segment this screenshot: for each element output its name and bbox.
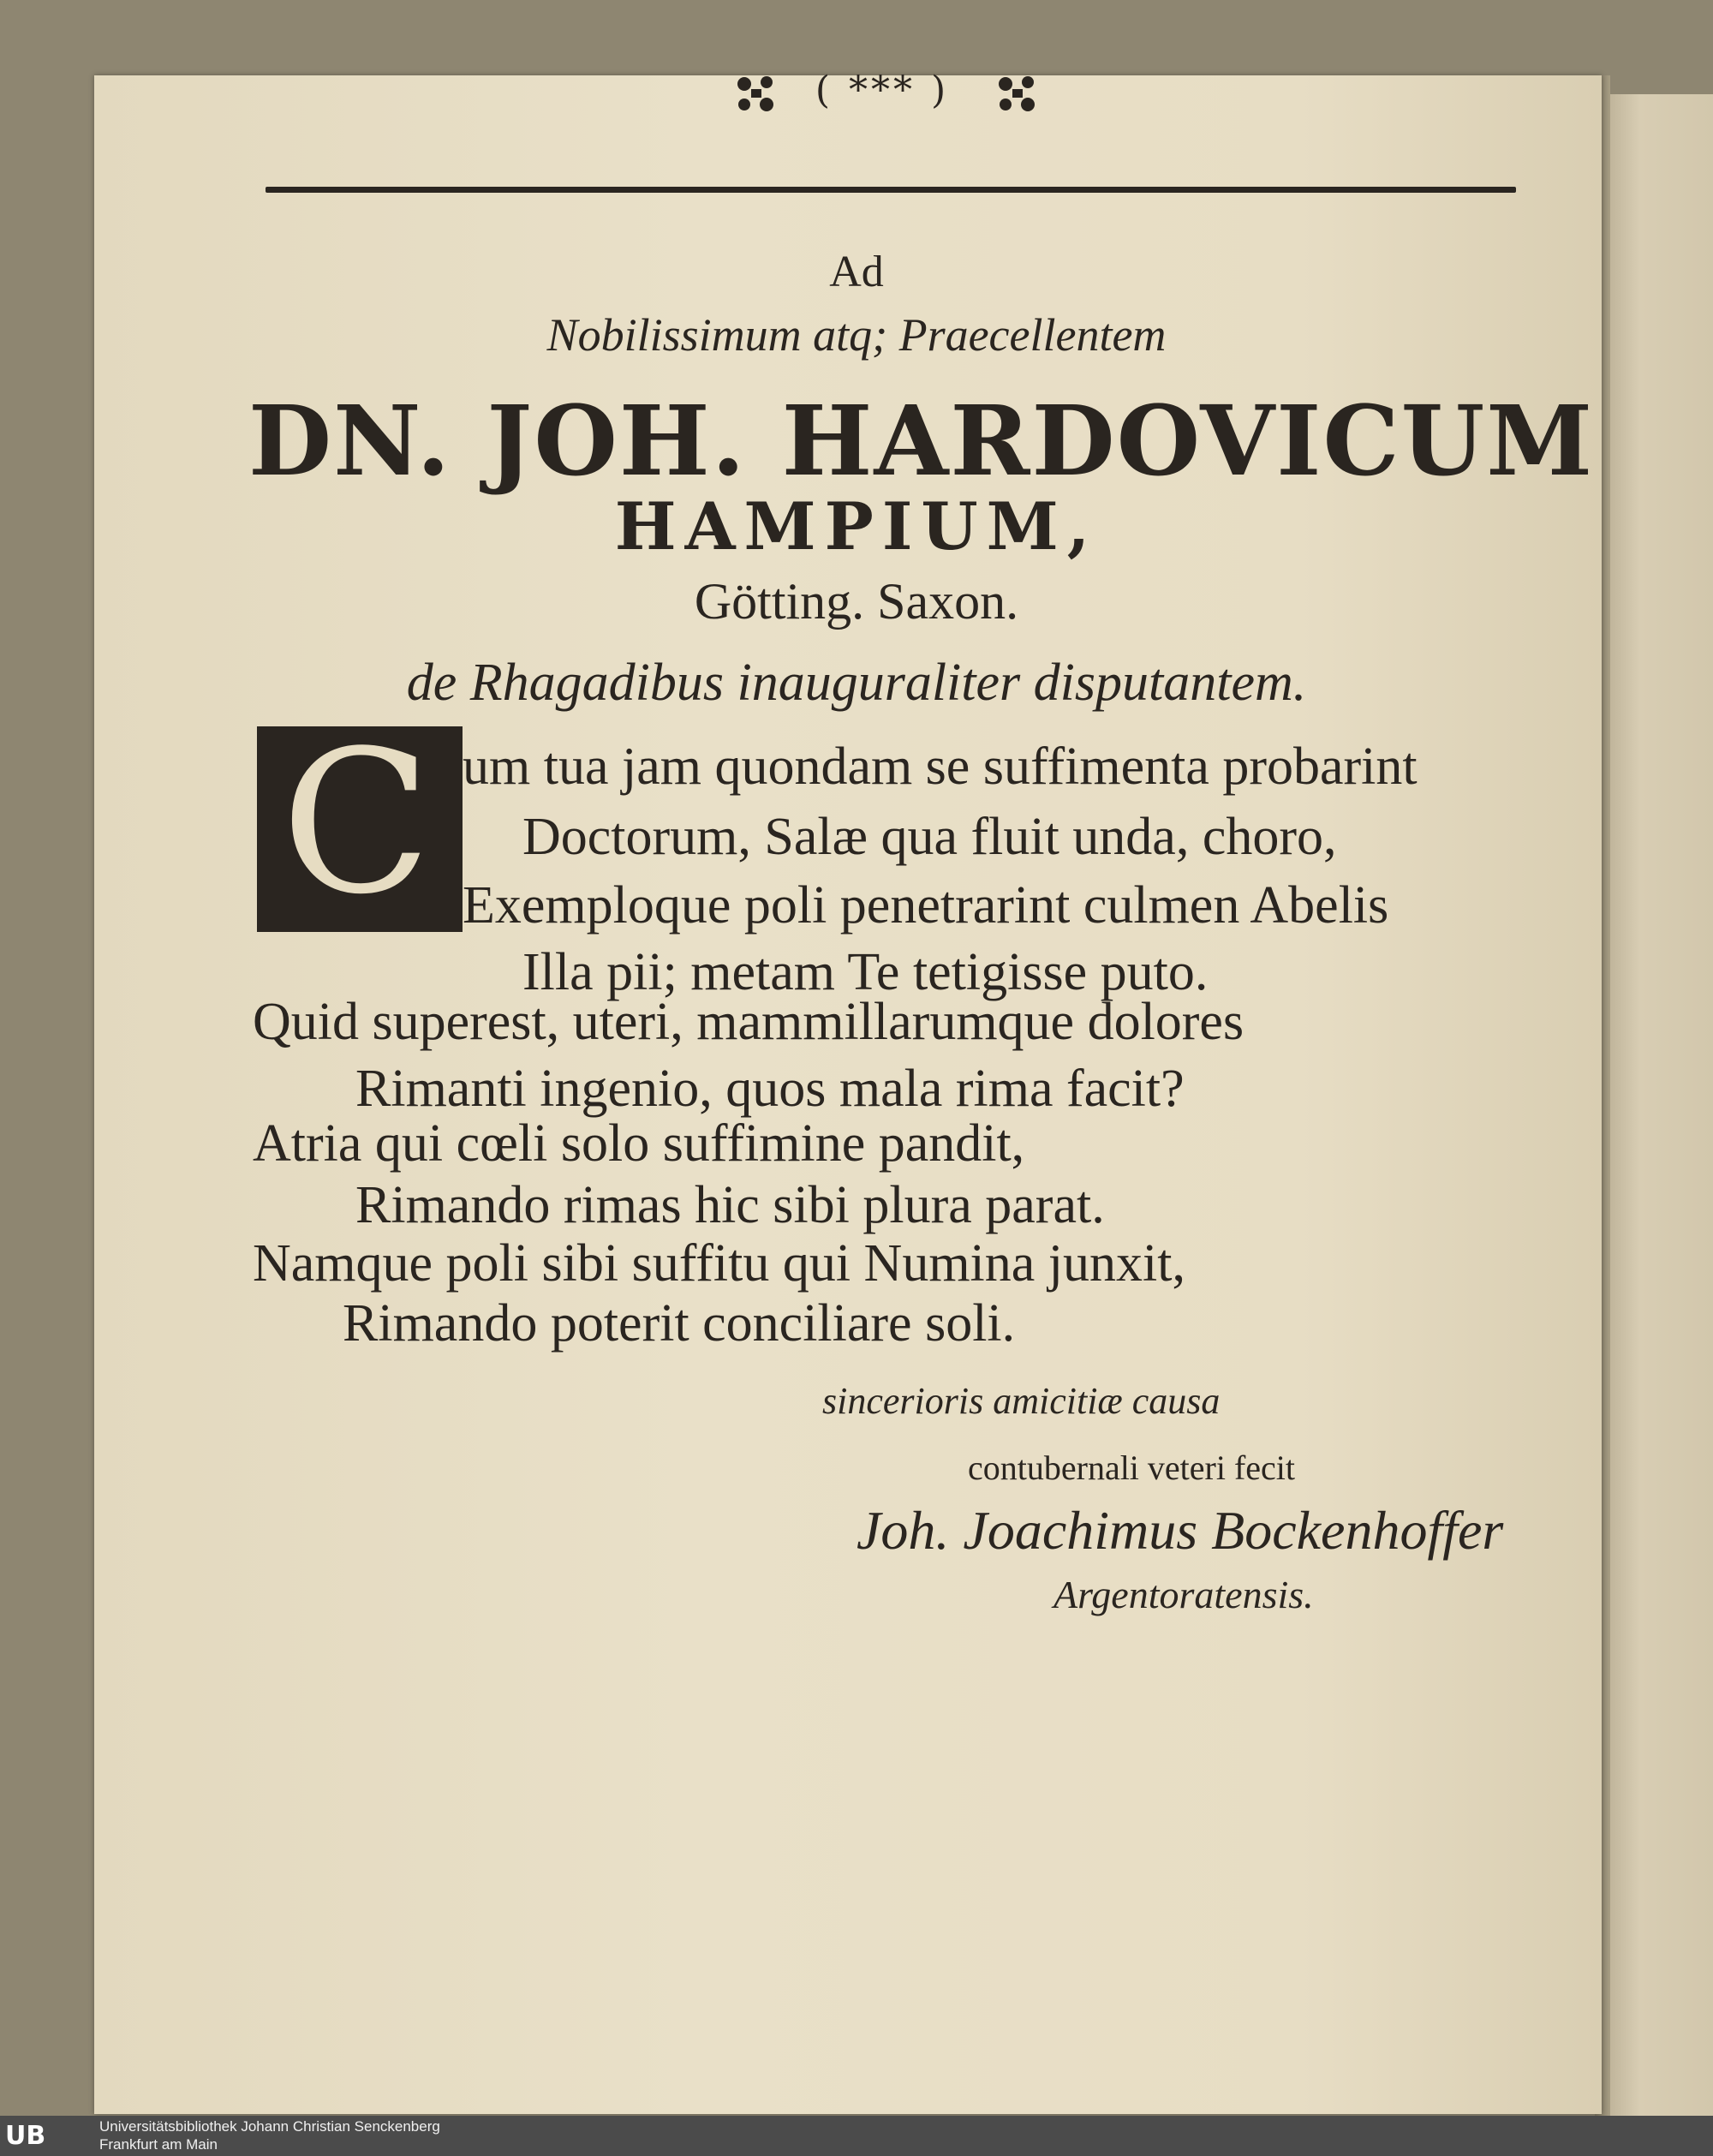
signature-dedication: sincerioris amicitiæ causa — [822, 1380, 1221, 1422]
poem-line: Rimando rimas hic sibi plura parat. — [355, 1176, 1105, 1234]
occasion-line: de Rhagadibus inauguraliter disputantem. — [406, 654, 1307, 712]
poem-line: Atria qui cœli solo suffimine pandit, — [253, 1114, 1025, 1173]
honoree-name: DN. JOH. HARDOVICUM — [248, 385, 1595, 498]
header-ornament: ( *** ) — [815, 69, 950, 112]
poem-line: Illa pii; metam Te tetigisse puto. — [522, 943, 1209, 1001]
signature-note: contubernali veteri fecit — [968, 1448, 1296, 1487]
adjacent-page-edge — [1609, 94, 1713, 2116]
signature-author: Joh. Joachimus Bockenhoffer — [856, 1500, 1504, 1561]
poem-line: Quid superest, uteri, mammillarumque dolores — [253, 993, 1244, 1051]
poem-line: Namque poli sibi suffitu qui Numina junxit, — [253, 1234, 1185, 1293]
poem-line: Doctorum, Salæ qua fluit unda, choro, — [522, 808, 1337, 866]
library-name: Universitätsbibliothek Johann Christian Senckenberg — [99, 2118, 440, 2135]
poem-line: Exemploque poli penetrarint culmen Abelis — [463, 876, 1389, 935]
poem-line: um tua jam quondam se suffimenta probarint — [463, 738, 1418, 796]
poem-line: Rimando poterit conciliare soli. — [343, 1294, 1016, 1353]
header-rule — [266, 187, 1516, 193]
signature-place: Argentoratensis. — [1053, 1573, 1314, 1616]
library-city: Frankfurt am Main — [99, 2136, 218, 2153]
fleuron-right-icon — [994, 72, 1042, 115]
poem-line: Rimanti ingenio, quos mala rima facit? — [355, 1060, 1185, 1118]
honoree-surname: HAMPIUM, — [614, 488, 1099, 564]
honoree-origin: Götting. Saxon. — [694, 573, 1019, 630]
library-footer-bar — [0, 2116, 1713, 2156]
decorated-initial: C — [281, 709, 432, 938]
dedication-epithet: Nobilissimum atq; Praecellentem — [546, 309, 1167, 361]
library-logo: UB — [5, 2121, 46, 2151]
dedication-ad: Ad — [829, 248, 884, 296]
